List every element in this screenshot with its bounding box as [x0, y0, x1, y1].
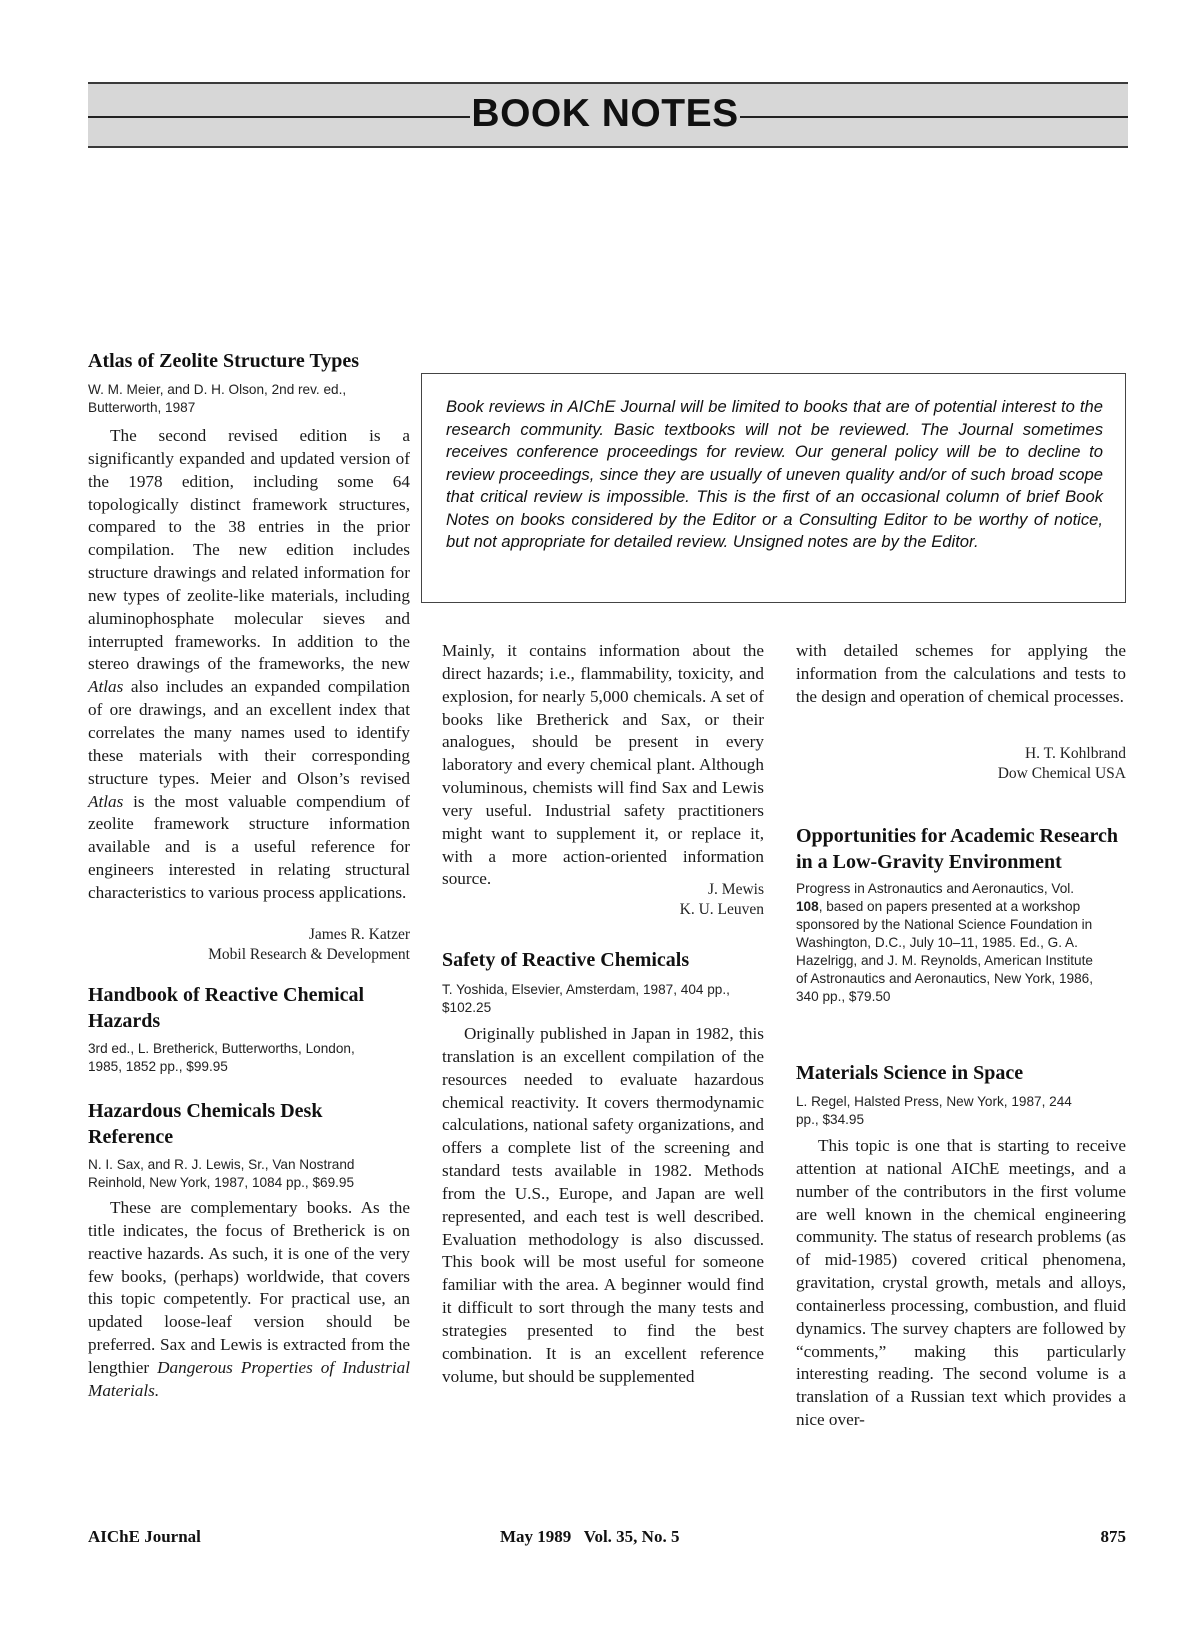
article-body-safety: Originally published in Japan in 1982, this translation is an excellent compilation of the resources needed to evaluate hazardous chemical reactivity. It covers thermodynamic calculations, national safety organizations, and offers a complete list of the screening and standard tests available in 1982. Methods from the U.S., Europe, and Japan are well represented, and each test is well described. Evaluation methodology is also discussed. This book will be most useful for someone familiar with the area. A beginner would find it difficult to sort through the many tests and strategies presented to find the best combination. It is an excellent reference volume, but should be supplemented	[442, 1024, 764, 1386]
signature-hazardous: J. Mewis K. U. Leuven	[679, 881, 764, 918]
banner-rule-left	[88, 116, 470, 118]
article-title-safety: Safety of Reactive Chemicals	[442, 949, 690, 971]
footer-page-number: 875	[1100, 1527, 1126, 1546]
article-body-hazardous: These are complementary books. As the title indicates, the focus of Bretherick is on reactive hazards. As such, it is one of the very few books, (perhaps) worldwide, that covers this topic competently. For practical use, an updated loose-leaf version should be preferred. Sax and Lewis is extracted from the lengthier Dangerous Properties of Industrial Materials.	[88, 1198, 410, 1400]
article-body-hazardous-continued: Mainly, it contains information about the direct hazards; i.e., flammability, toxicity, and explosion, for nearly 5,000 chemicals. A set of books like Bretherick and Sax, or their analogues, should be present in every laboratory and every chemical plant. Although voluminous, chemists will find Sax and Lewis very useful. Industrial safety practitioners might want to supplement it, or replace it, with a more action-oriented information source.	[442, 641, 764, 889]
signature-safety: H. T. Kohlbrand Dow Chemical USA	[997, 745, 1126, 782]
article-meta-materials: L. Regel, Halsted Press, New York, 1987, 244 pp., $34.95	[796, 1094, 1072, 1127]
signature-atlas: James R. Katzer Mobil Research & Development	[208, 926, 410, 963]
footer-issue: May 1989 Vol. 35, No. 5	[500, 1527, 680, 1546]
footer-journal: AIChE Journal	[88, 1527, 201, 1546]
article-meta-hazardous: N. I. Sax, and R. J. Lewis, Sr., Van Nostrand Reinhold, New York, 1987, 1084 pp., $69.95	[88, 1157, 355, 1190]
article-meta-opportunities: Progress in Astronautics and Aeronautics, Vol. 108, based on papers presented at a workshop sponsored by the National Science Foundation in Washington, D.C., July 10–11, 1985. Ed., G. A. Hazelrigg, and J. M. Reynolds, American Institute of Astronautics and Aeronautics, New York, 1986, 340 pp., $79.50	[796, 881, 1093, 1004]
article-body-materials: This topic is one that is starting to receive attention at national AIChE meetings, and a number of the contributors in the first volume are well known in the chemical engineering community. The status of research problems (as of mid-1985) covered critical phenomena, gravitation, crystal growth, metals and alloys, containerless processing, combustion, and fluid dynamics. The survey chapters are followed by “comments,” making this particularly interesting reading. The second volume is a translation of a Russian text which provides a nice over-	[796, 1136, 1126, 1430]
banner-rule-right	[740, 116, 1128, 118]
article-title-opportunities: Opportunities for Academic Research in a Low-Gravity Environment	[796, 825, 1119, 873]
editorial-notice-box: Book reviews in AIChE Journal will be limited to books that are of potential interest to the research community. Basic textbooks will not be reviewed. The Journal sometimes receives conference proceedings for review. Our general policy will be to decline to review proceedings, since they are usually of uneven quality and/or of such broad scope that critical review is impossible. This is the first of an occasional column of brief Book Notes on books considered by the Editor or a Consulting Editor to be worthy of notice, but not appropriate for detailed review. Unsigned notes are by the Editor.	[421, 373, 1126, 603]
article-body-atlas: The second revised edition is a significantly expanded and updated version of the 1978 edition, including some 64 topologically distinct framework structures, compared to the 38 entries in the prior compilation. The new edition includes structure drawings and related information for new types of zeolite-like materials, including aluminophosphate molecular sieves and interrupted frameworks. In addition to the stereo drawings of the frameworks, the new Atlas also includes an expanded compilation of ore drawings, and an excellent index that correlates the many names used to identify these materials with their corresponding structure types. Meier and Olson’s revised Atlas is the most valuable compendium of zeolite framework structure information available and is a useful reference for engineers interested in relating structural characteristics to various process applications.	[88, 426, 410, 902]
section-banner	[88, 82, 1128, 148]
article-body-safety-continued: with detailed schemes for applying the information from the calculations and tests to the design and operation of chemical processes.	[796, 641, 1126, 706]
article-title-materials: Materials Science in Space	[796, 1062, 1024, 1084]
article-title-handbook: Handbook of Reactive Chemical Hazards	[88, 984, 365, 1032]
section-title: BOOK NOTES	[471, 92, 739, 135]
article-title-atlas: Atlas of Zeolite Structure Types	[88, 350, 360, 372]
article-meta-handbook: 3rd ed., L. Bretherick, Butterworths, London, 1985, 1852 pp., $99.95	[88, 1041, 355, 1074]
article-title-hazardous: Hazardous Chemicals Desk Reference	[88, 1100, 323, 1148]
article-meta-atlas: W. M. Meier, and D. H. Olson, 2nd rev. ed., Butterworth, 1987	[88, 382, 347, 415]
article-meta-safety: T. Yoshida, Elsevier, Amsterdam, 1987, 404 pp., $102.25	[442, 982, 730, 1015]
